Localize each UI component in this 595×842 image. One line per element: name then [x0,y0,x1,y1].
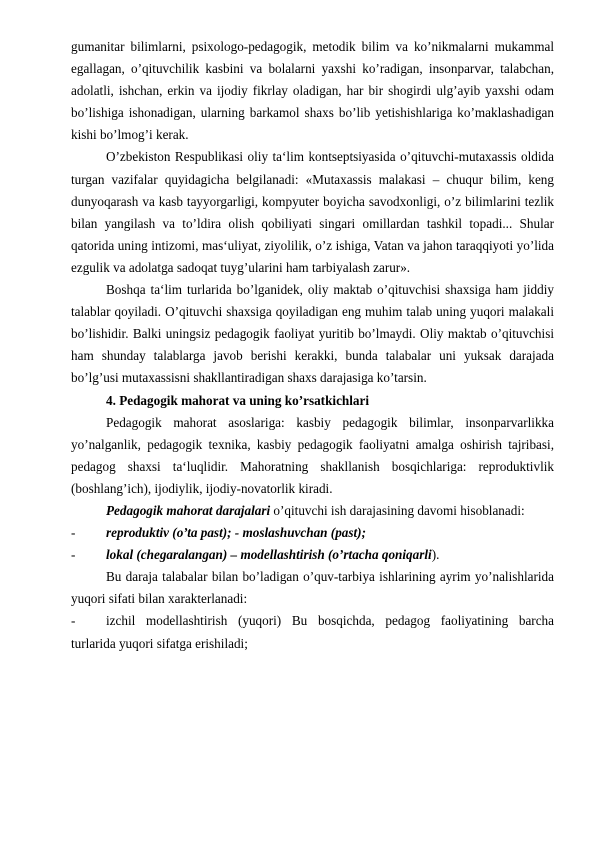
mastery-levels-rest: o’qituvchi ish darajasining davomi hisoblanadi: [270,502,525,518]
section-heading: 4. Pedagogik mahorat va uning ko’rsatkichlari [106,392,370,408]
list-item-text: izchil modellashtirish (yuqori) Bu bosqichda, pedagog faoliyatining barcha [106,613,554,629]
paragraph-mastery-foundations: Pedagogik mahorat asoslariga: kasbiy pedagogik bilimlar, insonparvarlikka yo’nalganlik, pedagogik texnika, kasbiy pedagogik faoliyatni amalga oshirish tajribasi, pedagog shaxsi ta‘luqlidir. Mahoratning shakllanish bosqichlariga: reproduktivlik (boshlang’ich), ijodiylik, ijodiy-novatorlik kiradi. [71,414,554,496]
list-dash: - [71,525,76,541]
document-page [71,36,554,655]
list-item-systematic [71,610,554,632]
paragraph-mastery-levels [71,500,554,522]
paragraph-level-description: Bu daraja talabalar bilan bo’ladigan o’quv-tarbiya ishlarining ayrim yo’nalishlarida yuqori sifati bilan xarakterlanadi: [71,569,554,607]
paragraph-teacher-qualities: gumanitar bilimlarni, psixologo-pedagogik, metodik bilim va ko’nikmalarni mukammal egallagan, o’qituvchilik kasbini va bolalarni yaxshi ko’radigan, insonparvar, talabchan, adolatli, ishchan, erkin va ijodiy fikrlay oladigan, har bir shogirdi ulg’ayib yaxshi odam bo’lishiga ishonadigan, ularning barkamol shaxs bo’lib yetishishlariga ko’maklashadigan kishi bo’lmog’i kerak. [71,39,554,143]
list-item-text: reproduktiv (o’ta past); - moslashuvchan (past); [106,525,366,541]
list-dash: - [71,613,76,629]
list-item-continuation: turlarida yuqori sifatga erishiladi; [71,635,248,651]
list-item-text [106,544,554,566]
paragraph-teacher-requirements: Boshqa ta‘lim turlarida bo’lganidek, oliy maktab o’qituvchisi shaxsiga ham jiddiy talablar qoyiladi. O’qituvchi shaxsiga qoyiladigan eng muhim talab uning yuqori malakali bo’lishidir. Balki uningsiz pedagogik faoliyat yuritib bo’lmaydi. Oliy maktab o’qituvchisi ham shunday talablarga javob berishi kerakki, bunda talabalar uni yuksak darajada bo’lg’usi mutaxassisni shakllantiradigan shaxs darajasiga ko’tarsin. [71,282,554,386]
paragraph-higher-education-concept: O’zbekiston Respublikasi oliy ta‘lim kontseptsiyasida o’qituvchi-mutaxassis oldida turgan vazifalar quyidagicha belgilanadi: «Mutaxassis malakasi – chuqur bilim, keng dunyoqarash va kasb tayyorgarligi, kompyuter boyicha savodxonligi, o’z bilimlarini tezlik bilan yangilash va to’ldira olish qobiliyati singari omillardan tashkil topadi... Shular qatorida uning intizomi, mas‘uliyat, ziyolilik, o’z ishiga, Vatan va jahon taraqqiyoti yo’lida ezgulik va adolatga sadoqat tuyg’ularini ham tarbiyalash zarur». [71,149,554,275]
list-item-bold-text: lokal (chegaralangan) – modellashtirish (o’rtacha qoniqarli [106,547,432,563]
list-item-reproductive [71,522,554,544]
mastery-levels-term: Pedagogik mahorat darajalari [106,502,271,518]
list-item-local [71,544,554,566]
list-item-tail: ). [431,547,440,563]
list-dash: - [71,547,76,563]
